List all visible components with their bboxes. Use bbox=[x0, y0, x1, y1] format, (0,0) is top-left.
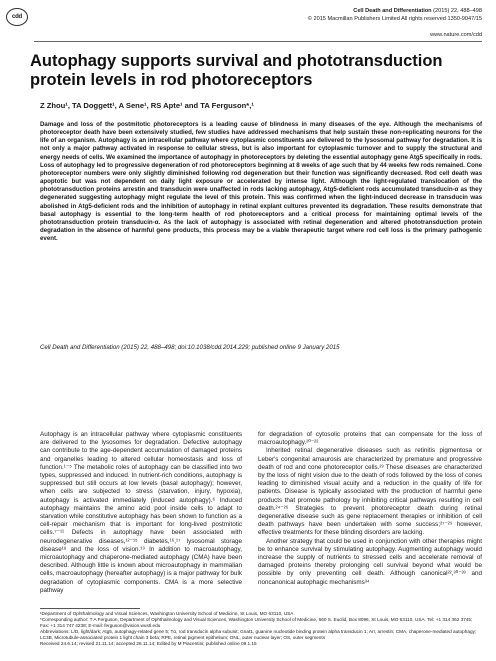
footnote-rule bbox=[40, 608, 140, 609]
abbreviations-footnote: Abbreviations: L/D, light/dark; Atg5, autophagy-related gene 5; Tα, rod transducin alpha subunit; Gnat1, guanine nucleotide binding protein alpha transducin 1; Arr, arrestin; CMA, chaperone-mediated autophagy; LC3B, Microtubule-associated protein 1 light chain 3 beta; RPE, retinal pigment epithelium; ONL, outer nuclear layer; OS, outer segments bbox=[40, 628, 477, 640]
citation-text: Cell Death and Differentiation (2015) 22, 488–498; doi:10.1038/cdd.2014.229; published online 9 January 2015 bbox=[40, 344, 340, 351]
journal-name: Cell Death and Differentiation bbox=[353, 8, 432, 14]
abstract: Damage and loss of the postmitotic photoreceptors is a leading cause of blindness in many diseases of the eye. Although the mechanisms of photoreceptor death have been extensively studied, few studies have addressed mechanisms that help sustain these non-replicating neurons for the life of an organism. Autophagy is an intracellular pathway where cytoplasmic constituents are delivered to the lysosomal pathway for degradation. It is not only a major pathway activated in response to cellular stress, but is also important for cytoplasmic turnover and to supply the structural and energy needs of cells. We examined the importance of autophagy in photoreceptors by deleting the essential autophagy gene Atg5 specifically in rods. Loss of autophagy led to progressive degeneration of rod photoreceptors beginning at 8 weeks of age such that by 44 weeks few rods remained. Cone photoreceptor numbers were only slightly diminished following rod degeneration but their function was significantly decreased. Rod cell death was apoptotic but was not dependent on daily light exposure or accelerated by intense light. Although the light-regulated translocation of the phototransduction proteins arrestin and transducin were unaffected in rods lacking autophagy, Atg5-deficient rods accumulated transducin-α as they degenerated suggesting autophagy might regulate the level of this protein. This was confirmed when the light-induced decrease in transducin was abolished in Atg5-deficient rods and the inhibition of autophagy in retinal explant cultures prevented its degradation. These results demonstrate that basal autophagy is essential to the long-term health of rod photoreceptors and a critical process for maintaining optimal levels of the phototransduction protein transducin-α. As the lack of autophagy is associated with retinal degeneration and altered phototransduction protein degradation in the absence of harmful gene products, this process may be a viable therapeutic target where rod cell loss is the primary pathogenic event. bbox=[40, 121, 482, 243]
body-paragraph: Another strategy that could be used in conjunction with other therapies might be to enhance survival by stimulating autophagy. Augmenting autophagy would increase the supply of nutrients to stressed cells and accelerate removal of damaged proteins thereby prolonging cell survival beyond what would be possible by only preventing cell death. Although canonical²²,³⁰⁻³³ and noncanonical autophagic mechanisms³⁴ bbox=[258, 537, 482, 586]
journal-logo: cdd bbox=[6, 8, 28, 26]
body-column-left bbox=[40, 431, 242, 595]
received-footnote: Received 24.6.14; revised 21.11.14; accepted 26.11.14; Edited by M Piacentini; published online 09.1.15 bbox=[40, 640, 257, 646]
correspondence-footnote: *Corresponding author: T A Ferguson, Department of Ophthalmology and Visual Sciences, Washington University School of Medicine, 660 S. Euclid, Box 8096, St Louis, MO 63110, USA. Tel: +1 314 362 3745; Fax: +1 314 747 4238; E-mail: ferguson@vision.wustl.edu bbox=[40, 616, 473, 628]
article-title: Autophagy supports survival and phototransduction protein levels in rod photoreceptors bbox=[30, 52, 443, 89]
copyright-line: © 2015 Macmillan Publishers Limited All rights reserved 1350-9047/15 bbox=[307, 16, 482, 22]
header-rule bbox=[34, 41, 482, 42]
body-column-right bbox=[258, 431, 482, 587]
journal-url[interactable]: www.nature.com/cdd bbox=[430, 32, 482, 38]
journal-volume: (2015) 22, 488–498 bbox=[431, 8, 482, 14]
journal-header-line1 bbox=[353, 8, 482, 15]
body-paragraph: for degradation of cytosolic proteins that can compensate for the loss of macroautophagy.²⁰⁻²² bbox=[258, 431, 482, 447]
author-list: Z Zhou¹, TA Doggett¹, A Sene¹, RS Apte¹ and TA Ferguson*,¹ bbox=[40, 101, 254, 110]
body-paragraph: Inherited retinal degenerative diseases such as retinitis pigmentosa or Leber's congenital amaurosis are characterized by premature and progressive death of rod and cone photoreceptor cells.²³ These diseases are characterized by the loss of night vision due to the death of rods followed by the loss of cones leading to diminished visual acuity and a reduction in the quality of life for patients. Disease is typically associated with the production of harmful gene products that promote pathology by inhibiting critical pathways resulting in cell death.²⁴⁻²⁶ Strategies to prevent photoreceptor death during retinal degenerative disease such as gene replacement therapies or inhibition of cell death pathways have been undertaken with some success;²⁷⁻²⁹ however, effective treatments for these blinding disorders are lacking. bbox=[258, 447, 482, 537]
affiliation-footnote: ¹Department of Ophthalmology and Visual Sciences, Washington University School of Medicine, St Louis, MO 63110, USA bbox=[40, 611, 294, 616]
body-paragraph: Autophagy is an intracellular pathway where cytoplasmic constituents are delivered to the lysosomes for degradation. Defective autophagy can contribute to the age-dependent accumulation of damaged proteins and organelles leading to altered cellular homeostasis and loss of function.¹⁻⁵ The metabolic roles of autophagy can be classified into two types, suppressed and induced. In nutrient-rich conditions, autophagy is suppressed but still occurs at low levels (basal autophagy); however, when cells are subjected to stress (starvation, injury, hypoxia), autophagy is activated immediately (induced autophagy).⁶ Induced autophagy maintains the amino acid pool inside cells to adapt to starvation while constitutive autophagy has been shown to function as a cell-repair mechanism that is important for long-lived postmitotic cells.⁷⁻¹¹ Defects in autophagy have been associated with neurodegenerative diseases,¹²⁻¹⁵ diabetes,¹⁶,¹⁷ lysosomal storage disease¹⁸ and the loss of vision.¹⁹ In addition to macroautophagy, microautophagy and chaperone-mediated autophagy (CMA) have been described. Although little is known about microautophagy in mammalian cells, macroautophagy (hereafter autophagy) is a major pathway for bulk degradation of cytoplasmic components. CMA is a more selective pathway bbox=[40, 431, 242, 594]
citation-line bbox=[40, 344, 340, 351]
footnotes bbox=[40, 611, 482, 646]
